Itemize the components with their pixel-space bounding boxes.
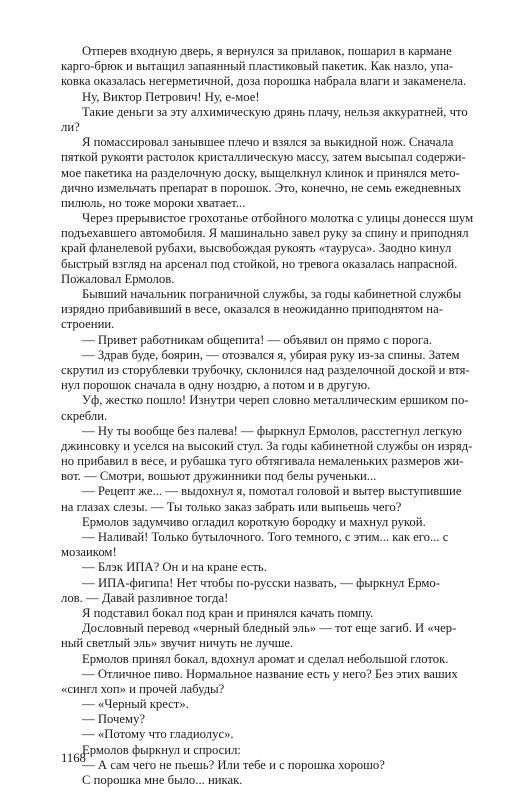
text-line: пилюль, но тоже мороки хватает... [61, 195, 246, 210]
text-line: ковка оказалась негерметичной, доза порошка набрала влаги и закаменела. [61, 74, 467, 89]
page-number: 1168 [61, 751, 86, 765]
text-line: Я подставил бокал под кран и принялся качать помпу. [82, 605, 374, 620]
text-line: Ермолов задумчиво огладил короткую бородку и махнул рукой. [82, 514, 426, 529]
text-line: — ИПА-фигипа! Нет чтобы по-русски назвать, — фыркнул Ермо- [82, 575, 440, 590]
text-line: быстрый взгляд на арсенал под стойкой, но тревога оказалась напрасной. [61, 256, 458, 271]
text-line: пяткой рукояти растолок кристаллическую массу, затем высыпал содержи- [61, 150, 466, 165]
text-line: С порошка мне было... никак. [82, 773, 243, 787]
text-line: Ермолов фыркнул и спросил: [82, 742, 241, 757]
text-line: Отперев входную дверь, я вернулся за прилавок, пошарил в кармане [82, 44, 452, 58]
text-line: Бывший начальник пограничной службы, за годы кабинетной службы [82, 287, 462, 301]
text-line: подъехавшего автомобиля. Я машинально завел руку за спину и приподнял [61, 226, 469, 241]
text-line: мое пакетика на разделочную доску, выщелкнул клинок и принялся мето- [61, 165, 460, 180]
text-line: Через прерывистое грохотанье отбойного молотка с улицы донесся шум [82, 211, 474, 226]
text-line: Пожаловал Ермолов. [61, 271, 175, 286]
text-line: скрутил из сторублевки трубочку, склонился над разделочной доской и втя- [61, 362, 470, 377]
text-line: — Отличное пиво. Нормальное название есть у него? Без этих ваших [82, 666, 458, 681]
text-line: — Здрав буде, боярин, — отозвался я, убирая руку из-за спины. Затем [82, 347, 460, 362]
text-line: — Привет работникам общепита! — объявил он прямо с порога. [82, 332, 432, 347]
text-line: лов. — Давай разливное тогда! [61, 590, 229, 605]
text-line: Ермолов принял бокал, вдохнул аромат и сделал небольшой глоток. [82, 651, 449, 666]
text-line: ный светлый эль» звучит ничуть не лучше. [61, 636, 294, 651]
text-line: строении. [61, 317, 115, 332]
text-line: — «Потому что гладиолус». [82, 727, 234, 742]
text-line: карго-брюк и вытащил запаянный пластиковый пакетик. Как назло, упа- [61, 59, 454, 74]
text-line: Дословный перевод «черный бледный эль» — тот еще загиб. И «чер- [82, 621, 457, 636]
text-line: «сингл хоп» и прочей лабуды? [61, 681, 225, 696]
text-line: ли? [61, 119, 80, 134]
text-line: нул порошок сначала в одну ноздрю, а потом и в другую. [61, 378, 371, 393]
text-line: край фланелевой рубахи, высвобождая рукоять «тауруса». Заодно кинул [61, 241, 452, 256]
text-line: дично измельчать препарат в порошок. Это, конечно, не семь ежедневных [61, 180, 462, 195]
body-text [61, 44, 474, 788]
text-line: на глазах слезы. — Ты только заказ забрать или выпьешь чего? [61, 499, 402, 514]
text-line: — Наливай! Только бутылочного. Того темного, с этим... как его... с [82, 530, 449, 544]
text-line: Уф, жестко пошло! Изнутри череп словно металлическим ершиком по- [82, 393, 469, 408]
text-line: изрядно прибавивший в весе, оказался в неожиданно приподнятом на- [61, 302, 443, 317]
text-line: — «Черный крест». [82, 697, 189, 712]
text-line: мозаиком! [61, 545, 117, 560]
text-line: но прибавил в весе, и рубашка туго обтягивала немаленьких размеров жи- [61, 454, 464, 469]
text-line: — Ну ты вообще без палева! — фыркнул Ермолов, расстегнул легкую [82, 423, 462, 438]
text-line: джинсовку и уселся на высокий стул. За годы кабинетной службы он изряд- [61, 438, 473, 453]
text-line: — Блэк ИПА? Он и на кране есть. [82, 560, 267, 575]
text-line: Я помассировал занывшее плечо и взялся за выкидной нож. Сначала [82, 135, 454, 150]
text-line: скребли. [61, 408, 108, 423]
text-line: — А сам чего не пьешь? Или тебе и с порошка хорошо? [82, 757, 385, 772]
text-line: Такие деньги за эту алхимическую дрянь плачу, нельзя аккуратней, что [82, 104, 468, 119]
text-line: — Рецепт же... — выдохнул я, помотал головой и вытер выступившие [82, 484, 462, 499]
text-line: вот. — Смотри, вошьют дружинники под белы рученьки... [61, 469, 377, 484]
text-line: Ну, Виктор Петрович! Ну, е-мое! [82, 89, 260, 104]
text-line: — Почему? [82, 712, 146, 727]
